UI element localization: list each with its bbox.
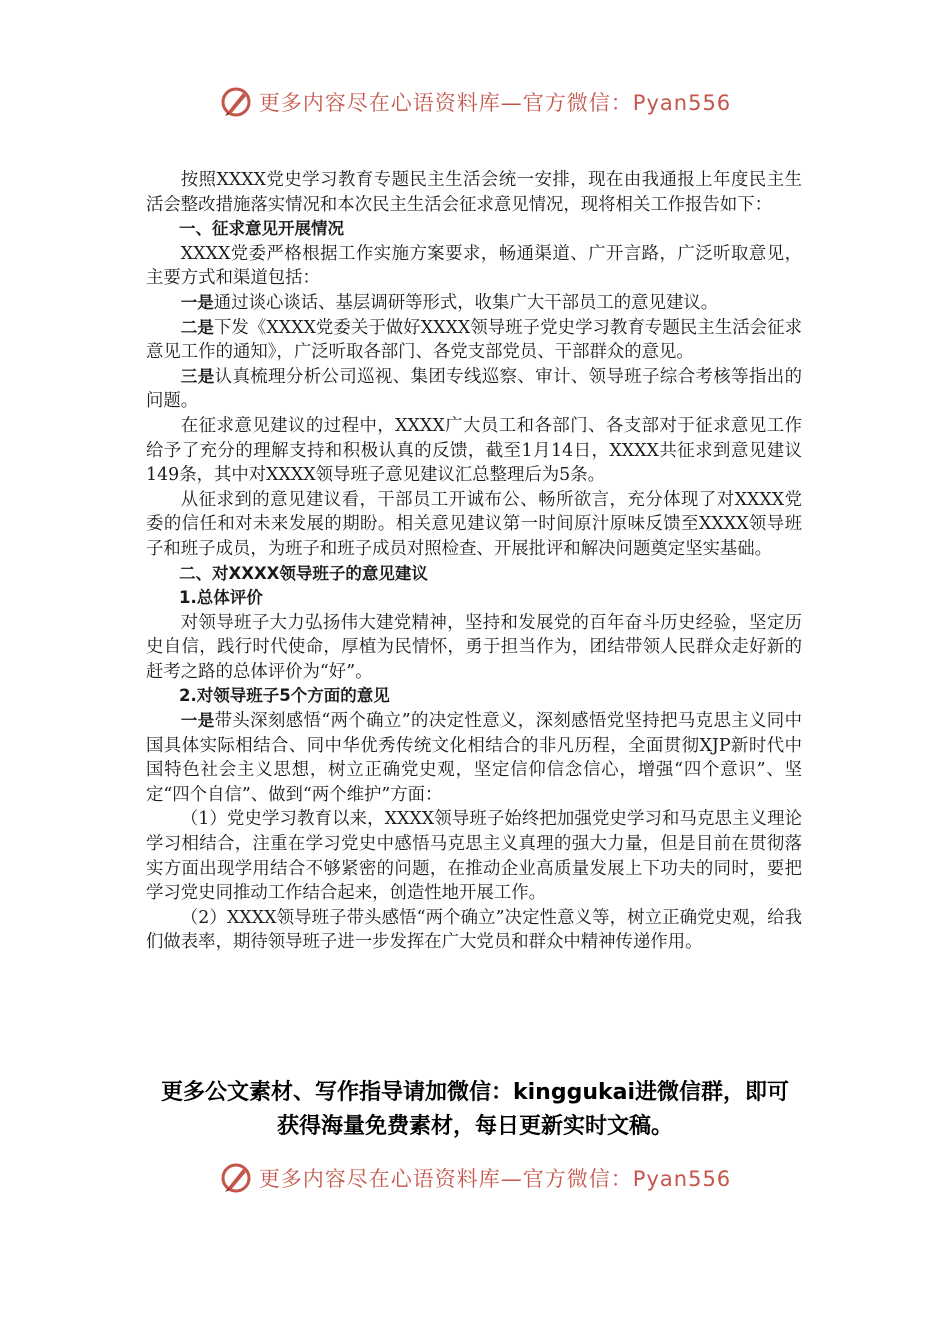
brush-logo-icon	[219, 1161, 253, 1195]
body-paragraph	[146, 242, 802, 291]
paragraph-lead: 三是	[180, 366, 215, 386]
body-paragraph	[146, 488, 802, 562]
promo-note-line-1: 更多公文素材、写作指导请加微信：kinggukai进微信群，即可	[160, 1080, 789, 1105]
paragraph-text: （2）XXXX领导班子带头感悟“两个确立”决定性意义等，树立正确党史观，给我们做表率，期待领导班子进一步发挥在广大党员和群众中精神传递作用。	[146, 907, 802, 953]
body-paragraph	[146, 611, 802, 685]
paragraph-text: 从征求到的意见建议看，干部员工开诚布公、畅所欲言，充分体现了对XXXX党委的信任和对未来发展的期盼。相关意见建议第一时间原汁原味反馈至XXXX领导班子和班子成员，为班子和班子成员对照检查、开展批评和解决问题奠定坚实基础。	[146, 489, 802, 559]
footer-banner	[0, 1158, 950, 1198]
section-heading: 一、征求意见开展情况	[179, 219, 344, 239]
promo-note	[140, 1076, 810, 1144]
body-paragraph	[146, 709, 802, 807]
header-banner	[0, 82, 950, 122]
promo-note-line-2: 获得海量免费素材，每日更新实时文稿。	[276, 1114, 673, 1139]
paragraph-lead: 二是	[180, 317, 214, 337]
body-paragraph	[146, 906, 802, 955]
body-paragraph	[146, 807, 802, 905]
section-heading: 1.总体评价	[179, 588, 263, 608]
paragraph-text: （1）党史学习教育以来，XXXX领导班子始终把加强党史学习和马克思主义理论学习相结合，注重在学习党史中感悟马克思主义真理的强大力量，但是目前在贯彻落实方面出现学用结合不够紧密的问题，在推动企业高质量发展上下功夫的同时，要把学习党史同推动工作结合起来，创造性地开展工作。	[146, 809, 802, 904]
paragraph-text: 通过谈心谈话、基层调研等形式，收集广大干部员工的意见建议。	[213, 292, 719, 313]
paragraph-text: 下发《XXXX党委关于做好XXXX领导班子党史学习教育专题民主生活会征求意见工作的通知》，广泛听取各部门、各党支部党员、干部群众的意见。	[146, 317, 802, 363]
footer-banner-text: 更多内容尽在心语资料库—官方微信：Pyan556	[258, 1167, 732, 1191]
paragraph-lead: 一是	[180, 711, 215, 731]
paragraph-text: 带头深刻感悟“两个确立”的决定性意义，深刻感悟党坚持把马克思主义同中国具体实际相结合、同中华优秀传统文化相结合的非凡历程，全面贯彻XJP新时代中国特色社会主义思想，树立正确党史观，坚定信仰信念信心，增强“四个意识”、坚定“四个自信”、做到“两个维护”方面：	[146, 711, 802, 805]
paragraph-lead: 一是	[180, 292, 214, 312]
body-paragraph	[146, 365, 802, 414]
body-paragraph	[146, 316, 802, 365]
paragraph-text: 认真梳理分析公司巡视、集团专线巡察、审计、领导班子综合考核等指出的问题。	[146, 366, 802, 412]
body-paragraph	[146, 291, 802, 316]
section-heading: 2.对领导班子5个方面的意见	[179, 686, 390, 706]
paragraph-text: 对领导班子大力弘扬伟大建党精神，坚持和发展党的百年奋斗历史经验，坚定历史自信，践行时代使命，厚植为民情怀，勇于担当作为，团结带领人民群众走好新的赶考之路的总体评价为“好”。	[146, 612, 802, 682]
body-paragraph	[146, 168, 802, 217]
document-body	[146, 168, 802, 955]
paragraph-text: XXXX党委严格根据工作实施方案要求，畅通渠道、广开言路，广泛听取意见，主要方式和渠道包括：	[146, 243, 802, 289]
paragraph-text: 在征求意见建议的过程中，XXXX广大员工和各部门、各支部对于征求意见工作给予了充分的理解支持和积极认真的反馈，截至1月14日，XXXX共征求到意见建议149条，其中对XXXX领导班子意见建议汇总整理后为5条。	[146, 415, 802, 486]
header-banner-text: 更多内容尽在心语资料库—官方微信：Pyan556	[258, 91, 732, 115]
brush-logo-icon	[219, 85, 253, 119]
section-heading: 二、对XXXX领导班子的意见建议	[179, 563, 428, 583]
paragraph-text: 按照XXXX党史学习教育专题民主生活会统一安排，现在由我通报上年度民主生活会整改措施落实情况和本次民主生活会征求意见情况，现将相关工作报告如下：	[146, 170, 802, 215]
body-paragraph	[146, 414, 802, 488]
